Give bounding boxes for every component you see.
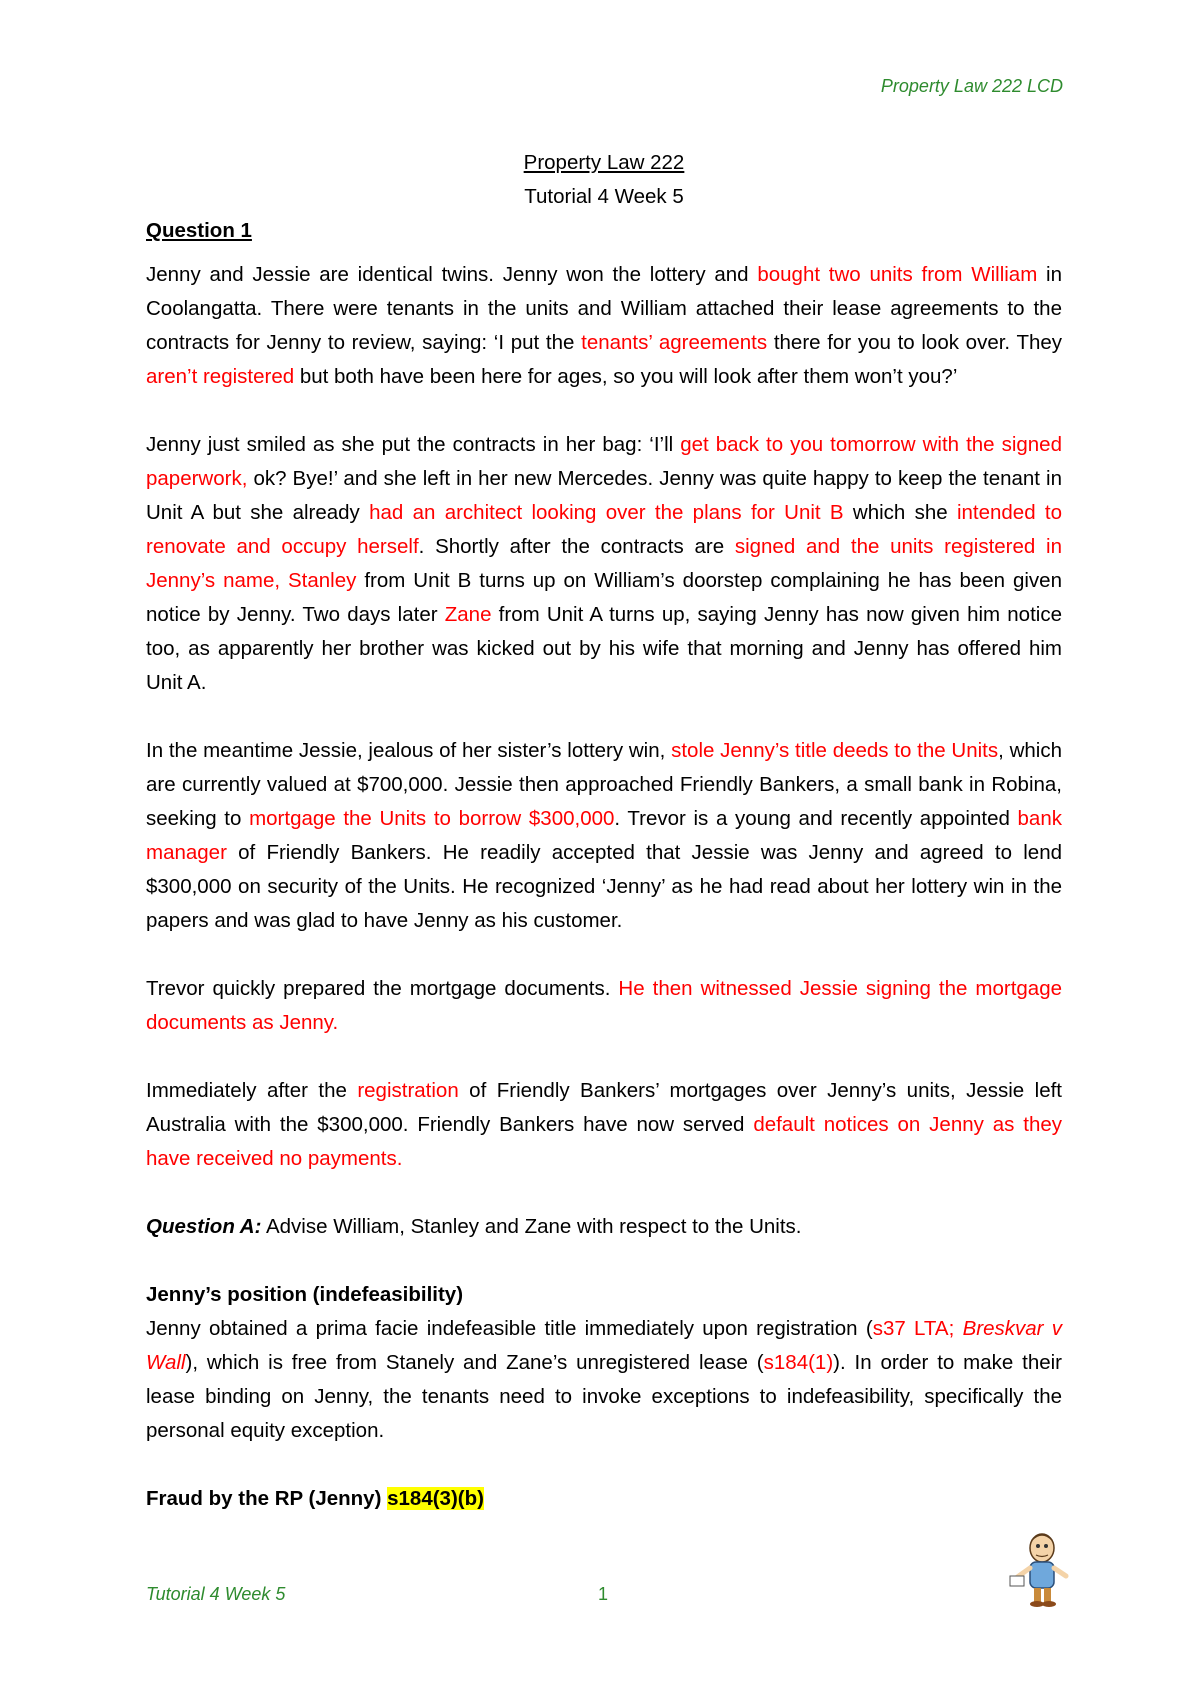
emphasis-text: registration — [357, 1079, 459, 1102]
paragraph-2: Jenny just smiled as she put the contracts in her bag: ‘I’ll get back to you tomorrow with the signed paperwork, ok? Bye!’ and she left in her new Mercedes. Jenny was quite happy to keep the tenant in Unit A but she already had an architect looking over the plans for Unit B which she intended to renovate and occupy herself. Shortly after the contracts are signed and the units registered in Jenny’s name, Stanley from Unit B turns up on William’s doorstep complaining he has been given notice by Jenny. Two days later Zane from Unit A turns up, saying Jenny has now given him notice too, as apparently her brother was kicked out by his wife that morning and Jenny has offered him Unit A. — [146, 433, 1062, 694]
question1-heading: Question 1 — [146, 219, 252, 242]
document-subtitle: Tutorial 4 Week 5 — [524, 185, 684, 208]
jenny-position-heading: Jenny’s position (indefeasibility) — [146, 1283, 464, 1306]
emphasis-text: bought two units from William — [757, 263, 1038, 286]
statute-reference: s184(1) — [763, 1351, 834, 1374]
emphasis-text: default notices on Jenny as they have received no payments. — [146, 1113, 1062, 1170]
fraud-heading: Fraud by the RP (Jenny) s184(3)(b) — [146, 1487, 484, 1510]
statute-reference: s37 LTA; — [872, 1317, 963, 1340]
paragraph-1: Jenny and Jessie are identical twins. Jenny won the lottery and bought two units from William in Coolangatta. There were tenants in the units and William attached their lease agreements to the contracts for Jenny to review, saying: ‘I put the tenants’ agreements there for you to look over. They aren’t registered but both have been here for ages, so you will look after them won’t you?’ — [146, 263, 1063, 388]
paragraph-5: Immediately after the registration of Friendly Bankers’ mortgages over Jenny’s units, Jessie left Australia with the $300,000. Friendly Bankers have now served default notices on Jenny as they have received no payments. — [146, 1079, 1062, 1170]
document-title: Property Law 222 — [523, 151, 685, 174]
footer-label: Tutorial 4 Week 5 — [146, 1584, 286, 1604]
emphasis-text: aren’t registered — [146, 365, 295, 388]
emphasis-text: stole Jenny’s title deeds to the Units — [671, 739, 999, 762]
emphasis-text: mortgage the Units to borrow $300,000 — [249, 807, 615, 830]
document-body — [146, 146, 1062, 1516]
case-reference: Breskvar v Wall — [146, 1317, 1062, 1374]
emphasis-text: intended to renovate and occupy herself — [146, 501, 1062, 558]
cartoon-professor-icon — [1006, 1530, 1076, 1610]
emphasis-text: get back to you tomorrow with the signed paperwork, — [146, 433, 1062, 490]
question-a-label: Question A: — [146, 1215, 262, 1238]
emphasis-text: Stanley — [288, 569, 357, 592]
highlighted-section: s184(3)(b) — [387, 1487, 484, 1510]
emphasis-text: bank manager — [146, 807, 1062, 864]
emphasis-text: had an architect looking over the plans for Unit B — [369, 501, 844, 524]
emphasis-text: Zane — [444, 603, 492, 626]
question-a: Question A: Advise William, Stanley and Zane with respect to the Units. — [146, 1215, 802, 1238]
page-number: 1 — [598, 1584, 609, 1604]
paragraph-4: Trevor quickly prepared the mortgage documents. He then witnessed Jessie signing the mortgage documents as Jenny. — [146, 977, 1063, 1034]
paragraph-6: Jenny obtained a prima facie indefeasible title immediately upon registration (s37 LTA; Breskvar v Wall), which is free from Stanely and Zane’s unregistered lease (s184(1)). In order to make their lease binding on Jenny, the tenants need to invoke exceptions to indefeasibility, specifically the personal equity exception. — [146, 1317, 1063, 1442]
running-header: Property Law 222 LCD — [880, 76, 1063, 96]
emphasis-text: signed and the units registered in Jenny’s name, — [146, 535, 1062, 592]
emphasis-text: He then witnessed Jessie signing the mortgage documents as Jenny. — [146, 977, 1063, 1034]
paragraph-3: In the meantime Jessie, jealous of her sister’s lottery win, stole Jenny’s title deeds to the Units, which are currently valued at $700,000. Jessie then approached Friendly Bankers, a small bank in Robina, seeking to mortgage the Units to borrow $300,000. Trevor is a young and recently appointed bank manager of Friendly Bankers. He readily accepted that Jessie was Jenny and agreed to lend $300,000 on security of the Units. He recognized ‘Jenny’ as he had read about her lottery win in the papers and was glad to have Jenny as his customer. — [146, 739, 1062, 932]
emphasis-text: tenants’ agreements — [581, 331, 768, 354]
